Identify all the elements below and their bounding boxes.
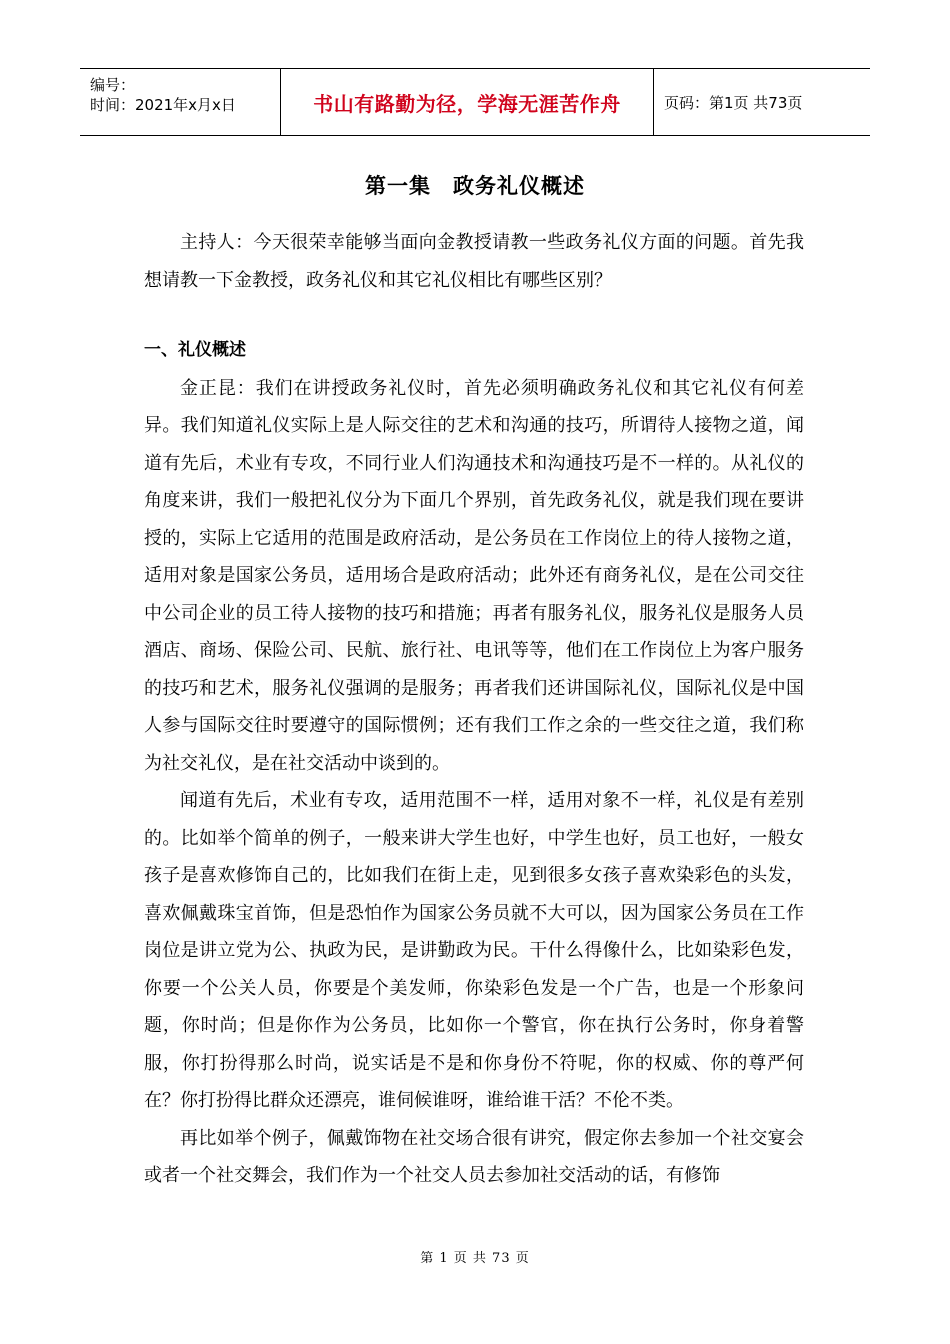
page-footer: 第 1 页 共 73 页 (420, 1251, 530, 1266)
document-number-label: 编号： (90, 76, 136, 94)
header-motto: 书山有路勤为径，学海无涯苦作舟 (281, 69, 654, 135)
header-meta (80, 69, 281, 135)
intro-paragraph: 主持人：今天很荣幸能够当面向金教授请教一些政务礼仪方面的问题。首先我想请教一下金教授，政务礼仪和其它礼仪相比有哪些区别？ (144, 232, 804, 291)
header-page-info: 页码：第1页 共73页 (664, 93, 803, 112)
body-paragraph: 再比如举个例子，佩戴饰物在社交场合很有讲究，假定你去参加一个社交宴会或者一个社交舞会，我们作为一个社交人员去参加社交活动的话，有修饰 (144, 1127, 804, 1186)
document-body (144, 224, 804, 1195)
body-paragraph: 闻道有先后，术业有专攻，适用范围不一样，适用对象不一样，礼仪是有差别的。比如举个简单的例子，一般来讲大学生也好，中学生也好，员工也好，一般女孩子是喜欢修饰自己的，比如我们在街上走，见到很多女孩子喜欢染彩色的头发，喜欢佩戴珠宝首饰，但是恐怕作为国家公务员就不大可以，因为国家公务员在工作岗位是讲立党为公、执政为民，是讲勤政为民。干什么得像什么，比如染彩色发，你要一个公关人员，你要是个美发师，你染彩色发是一个广告，也是一个形象问题，你时尚；但是你作为公务员，比如你一个警官，你在执行公务时，你身着警服，你打扮得那么时尚，说实话是不是和你身份不符呢，你的权威、你的尊严何在？你打扮得比群众还漂亮，谁伺候谁呀，谁给谁干活？不伦不类。 (144, 790, 804, 1111)
body-paragraph: 金正昆：我们在讲授政务礼仪时，首先必须明确政务礼仪和其它礼仪有何差异。我们知道礼仪实际上是人际交往的艺术和沟通的技巧，所谓待人接物之道，闻道有先后，术业有专攻，不同行业人们沟通技术和沟通技巧是不一样的。从礼仪的角度来讲，我们一般把礼仪分为下面几个界别，首先政务礼仪，就是我们现在要讲授的，实际上它适用的范围是政府活动，是公务员在工作岗位上的待人接物之道，适用对象是国家公务员，适用场合是政府活动；此外还有商务礼仪，是在公司交往中公司企业的员工待人接物的技巧和措施；再者有服务礼仪，服务礼仪是服务人员酒店、商场、保险公司、民航、旅行社、电讯等等，他们在工作岗位上为客户服务的技巧和艺术，服务礼仪强调的是服务；再者我们还讲国际礼仪，国际礼仪是中国人参与国际交往时要遵守的国际惯例；还有我们工作之余的一些交往之道，我们称为社交礼仪，是在社交活动中谈到的。 (144, 377, 804, 774)
document-date: 时间：2021年x月x日 (90, 96, 236, 114)
document-title: 第一集 政务礼仪概述 (365, 174, 585, 198)
section-heading: 一、礼仪概述 (144, 340, 246, 360)
page-header (80, 68, 870, 136)
